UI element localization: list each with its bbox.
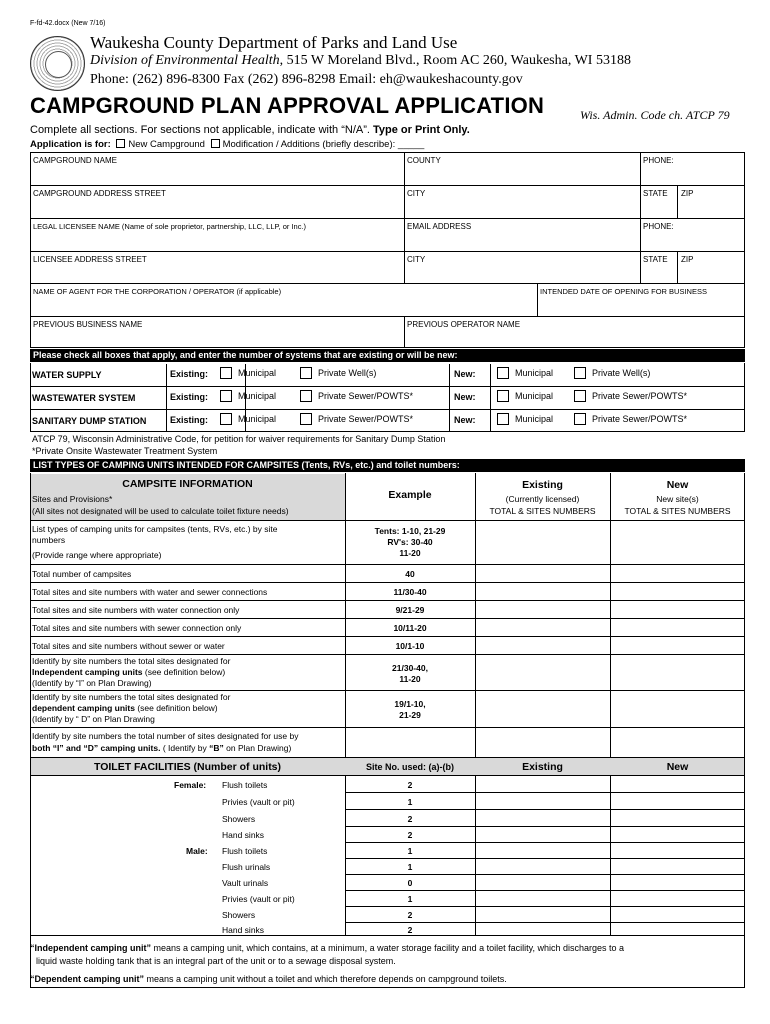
campground-name-field[interactable]: CAMPGROUND NAME [33, 156, 118, 165]
new-private-checkbox[interactable] [574, 390, 586, 402]
male-count: 2 [407, 910, 413, 920]
example-value: 21-29 [399, 710, 421, 720]
existing-sub2: TOTAL & SITES NUMBERS [489, 506, 596, 516]
row-independent-units-2: Independent camping units (see definition below) [32, 667, 226, 677]
county-field[interactable]: COUNTY [407, 156, 441, 165]
systems-header-bar: Please check all boxes that apply, and enter the number of systems that are existing or will be new: [30, 349, 745, 362]
campsite-info-note: (All sites not designated will be used to calculate toilet fixture needs) [32, 506, 289, 516]
female-count: 2 [407, 830, 413, 840]
male-item: Flush urinals [222, 862, 271, 872]
female-count: 1 [407, 797, 413, 807]
info-fields-grid [30, 152, 745, 348]
male-label: Male: [186, 846, 208, 856]
site-no-heading: Site No. used: (a)-(b) [366, 762, 454, 772]
licensee-phone-field[interactable]: PHONE: [643, 222, 674, 231]
new-campground-checkbox[interactable] [116, 139, 125, 148]
campsite-info-sub: Sites and Provisions* [32, 494, 113, 504]
instructions: Complete all sections. For sections not applicable, indicate with “N/A”. Type or Print Only. [30, 124, 470, 136]
row-sewer-only: Total sites and site numbers with sewer connection only [32, 623, 242, 633]
female-count: 2 [407, 780, 413, 790]
example-value: Tents: 1-10, 21-29 [374, 526, 446, 536]
row-dependent-units: Identify by site numbers the total sites designated for [32, 692, 231, 702]
agent-field[interactable]: NAME OF AGENT FOR THE CORPORATION / OPERATOR (if applicable) [33, 287, 282, 296]
licensee-address-field[interactable]: LICENSEE ADDRESS STREET [33, 255, 147, 264]
row-no-hookups: Total sites and site numbers without sewer or water [32, 641, 225, 651]
atcp-note: ATCP 79, Wisconsin Administrative Code, for petition for waiver requirements for Sanitary Dump Station [32, 434, 446, 444]
modification-checkbox[interactable] [211, 139, 220, 148]
toilet-existing-heading: Existing [522, 761, 563, 773]
example-value: 9/21-29 [395, 605, 425, 615]
powts-note: *Private Onsite Wastewater Treatment System [32, 446, 218, 456]
row-both-units: Identify by site numbers the total number of sites designated for use by [32, 731, 299, 741]
existing-sub: (Currently licensed) [505, 494, 580, 504]
male-count: 1 [407, 862, 413, 872]
toilet-new-heading: New [666, 761, 689, 773]
female-item: Privies (vault or pit) [222, 797, 295, 807]
licensee-city-field[interactable]: CITY [407, 255, 426, 264]
municipal-checkbox[interactable] [220, 413, 232, 425]
city-field[interactable]: CITY [407, 189, 426, 198]
campsites-header-bar: LIST TYPES OF CAMPING UNITS INTENDED FOR CAMPSITES (Tents, RVs, etc.) and toilet numbers: [30, 459, 745, 472]
opening-date-field[interactable]: INTENDED DATE OF OPENING FOR BUSINESS [540, 287, 707, 296]
male-item: Vault urinals [222, 878, 269, 888]
dependent-unit-definition: “Dependent camping unit” means a camping unit without a toilet and which therefore depends on campground toilets. [30, 974, 507, 984]
male-item: Hand sinks [222, 925, 265, 935]
row-independent-units-3: (Identify by “I” on Plan Drawing) [32, 678, 152, 688]
female-label: Female: [174, 780, 207, 790]
row-independent-units: Identify by site numbers the total sites designated for [32, 656, 231, 666]
new-private-checkbox[interactable] [574, 367, 586, 379]
row-dependent-units-3: (Identify by “ D” on Plan Drawing [32, 714, 155, 724]
new-municipal-checkbox[interactable] [497, 390, 509, 402]
form-title: CAMPGROUND PLAN APPROVAL APPLICATION [30, 93, 545, 118]
licensee-state-field[interactable]: STATE [643, 255, 668, 264]
example-value: 11-20 [399, 548, 421, 558]
existing-heading: Existing [522, 479, 563, 491]
licensee-name-field[interactable]: LEGAL LICENSEE NAME (Name of sole proprietor, partnership, LLC, LLP, or Inc.) [33, 222, 307, 231]
wastewater-row: WASTEWATER SYSTEM Existing: Municipal Private Sewer/POWTS* New: Municipal Private Sewer/POWTS* [30, 387, 745, 409]
email-field[interactable]: EMAIL ADDRESS [407, 222, 472, 231]
new-private-checkbox[interactable] [574, 413, 586, 425]
previous-operator-field[interactable]: PREVIOUS OPERATOR NAME [407, 320, 521, 329]
independent-unit-definition: “Independent camping unit” means a camping unit, which contains, at a minimum, a water storage facility and a toilet facility, which discharges to a [30, 943, 625, 953]
admin-code: Wis. Admin. Code ch. ATCP 79 [580, 108, 730, 122]
female-item: Flush toilets [222, 780, 268, 790]
new-municipal-checkbox[interactable] [497, 367, 509, 379]
municipal-checkbox[interactable] [220, 390, 232, 402]
campsite-info-heading: CAMPSITE INFORMATION [122, 478, 253, 490]
row-camping-unit-types-3: (Provide range where appropriate) [32, 550, 162, 560]
row-water-sewer: Total sites and site numbers with water and sewer connections [32, 587, 268, 597]
male-item: Privies (vault or pit) [222, 894, 295, 904]
dump-station-row: SANITARY DUMP STATION Existing: Municipal Private Sewer/POWTS* New: Municipal Private Sewer/POWTS* [30, 410, 745, 432]
female-item: Hand sinks [222, 830, 265, 840]
female-count: 2 [407, 814, 413, 824]
water-supply-row: WATER SUPPLY Existing: Municipal Private Well(s) New: Municipal Private Well(s) [30, 364, 745, 386]
previous-business-field[interactable]: PREVIOUS BUSINESS NAME [33, 320, 143, 329]
new-heading: New [666, 479, 689, 491]
female-item: Showers [222, 814, 256, 824]
private-checkbox[interactable] [300, 390, 312, 402]
private-checkbox[interactable] [300, 367, 312, 379]
male-count: 1 [407, 846, 413, 856]
division-address: Division of Environmental Health, 515 W Moreland Blvd., Room AC 260, Waukesha, WI 53188 [90, 53, 631, 68]
department-name: Waukesha County Department of Parks and Land Use [90, 33, 458, 52]
example-heading: Example [388, 489, 432, 501]
male-count: 2 [407, 925, 413, 935]
example-value: 11/30-40 [393, 587, 427, 597]
municipal-checkbox[interactable] [220, 367, 232, 379]
example-value: 21/30-40, [392, 663, 428, 673]
toilet-facilities-heading: TOILET FACILITIES (Number of units) [93, 761, 282, 773]
example-value: 11-20 [399, 674, 421, 684]
county-seal-logo [30, 36, 85, 91]
male-item: Flush toilets [222, 846, 268, 856]
application-type: Application is for: New Campground Modification / Additions (briefly describe): _____ [30, 139, 425, 150]
licensee-zip-field[interactable]: ZIP [681, 255, 694, 264]
row-camping-unit-types: List types of camping units for campsites (tents, RVs, etc.) by site [32, 524, 278, 534]
new-municipal-checkbox[interactable] [497, 413, 509, 425]
zip-field[interactable]: ZIP [681, 189, 694, 198]
example-value: RV's: 30-40 [387, 537, 433, 547]
row-dependent-units-2: dependent camping units (see definition below) [32, 703, 218, 713]
phone-field[interactable]: PHONE: [643, 156, 674, 165]
male-item: Showers [222, 910, 256, 920]
example-value: 10/1-10 [395, 641, 425, 651]
new-sub2: TOTAL & SITES NUMBERS [624, 506, 731, 516]
contact-info: Phone: (262) 896-8300 Fax (262) 896-8298 Email: eh@waukeshacounty.gov [90, 72, 523, 87]
new-sub: New site(s) [656, 494, 699, 504]
campground-address-field[interactable]: CAMPGROUND ADDRESS STREET [33, 189, 166, 198]
row-water-only: Total sites and site numbers with water connection only [32, 605, 240, 615]
state-field[interactable]: STATE [643, 189, 668, 198]
row-camping-unit-types-2: numbers [32, 535, 66, 545]
example-value: 10/11-20 [393, 623, 427, 633]
example-value: 19/1-10, [394, 699, 426, 709]
male-count: 0 [407, 878, 413, 888]
document-id: F-fd-42.docx (New 7/16) [30, 20, 106, 27]
private-checkbox[interactable] [300, 413, 312, 425]
independent-unit-definition-2: liquid waste holding tank that is an integral part of the unit or to a sewage disposal system. [36, 956, 396, 966]
row-both-units-2: both “I” and “D” camping units. ( Identify by “B” on Plan Drawing) [32, 743, 292, 753]
example-value: 40 [405, 569, 415, 579]
row-total-campsites: Total number of campsites [32, 569, 132, 579]
male-count: 1 [407, 894, 413, 904]
